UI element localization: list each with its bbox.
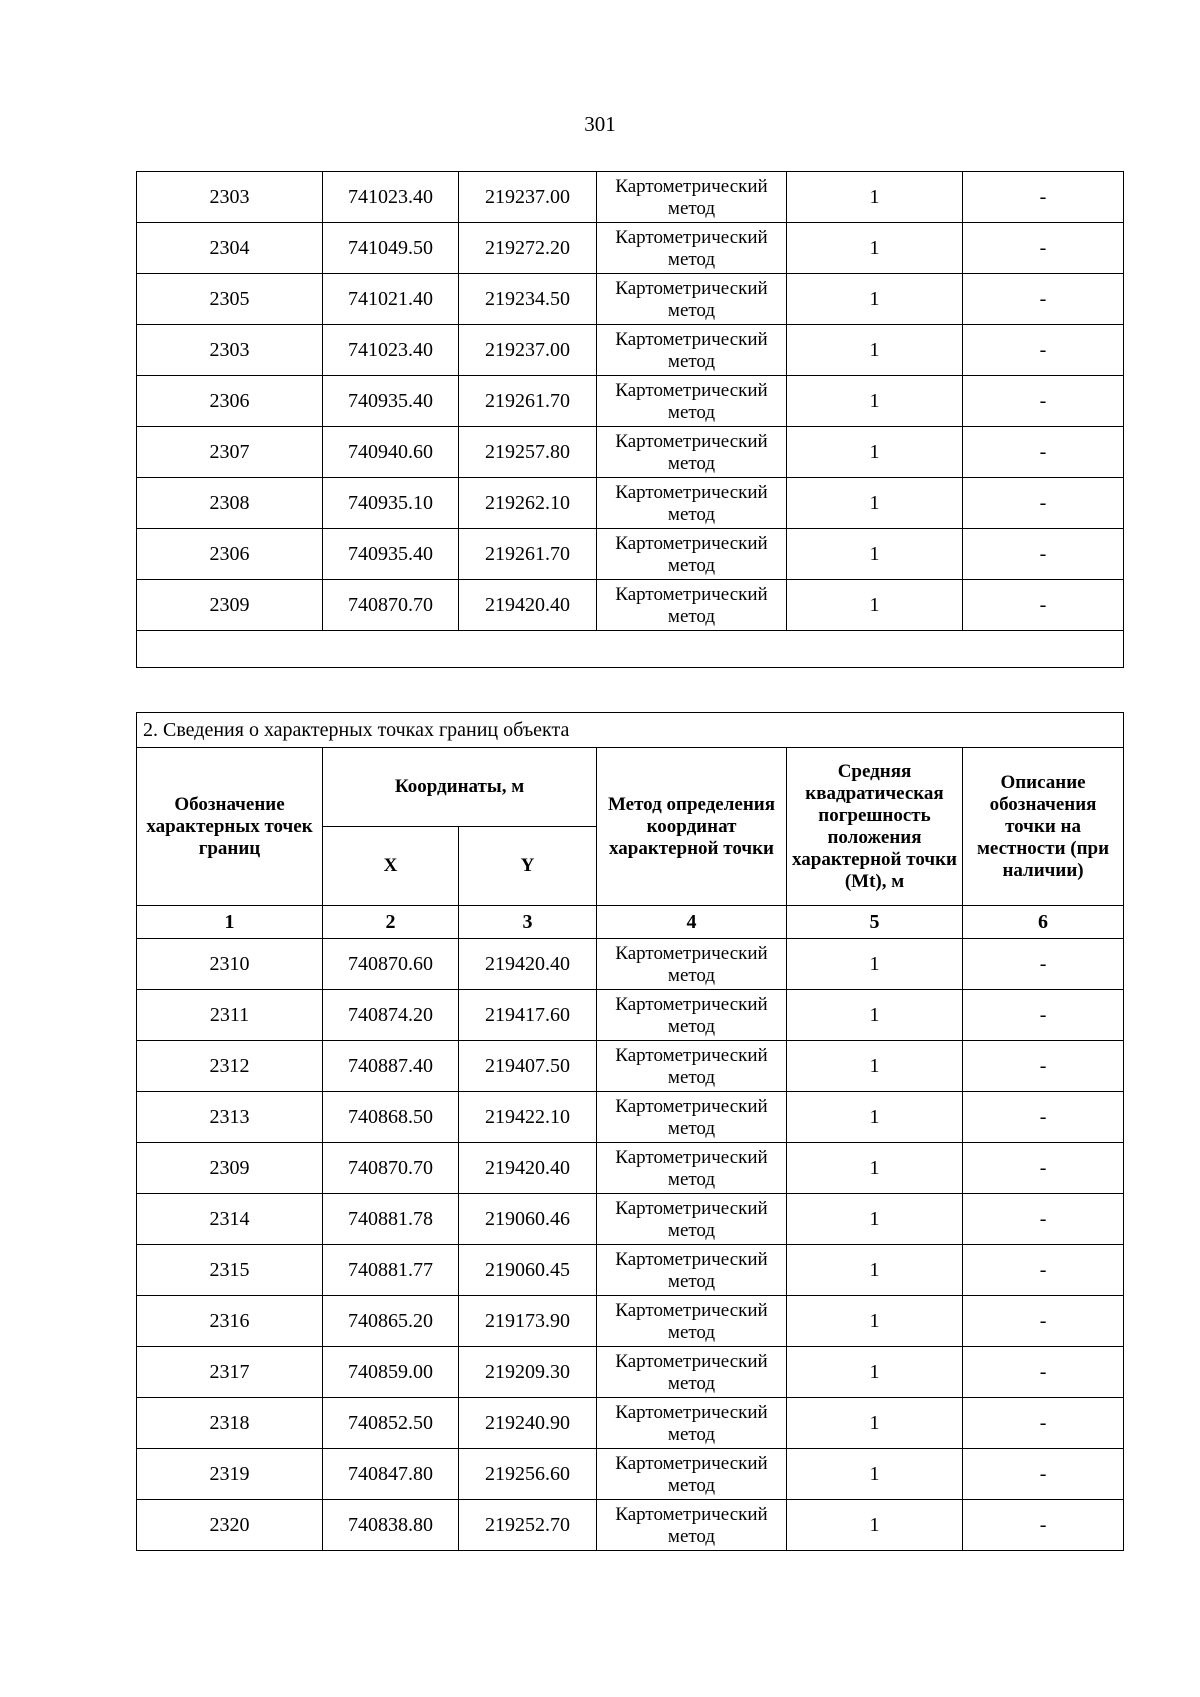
method-line: метод	[667, 1423, 716, 1445]
method-cell	[597, 990, 787, 1041]
method-cell	[597, 1245, 787, 1296]
table-row	[137, 939, 1124, 990]
header-y: Y	[459, 827, 597, 906]
table-row	[137, 529, 1124, 580]
y-coordinate-cell: 219407.50	[459, 1041, 597, 1092]
header-point-designation: Обозначение характерных точек границ	[137, 748, 323, 906]
y-coordinate-cell: 219237.00	[459, 172, 597, 223]
mean-error-cell: 1	[787, 427, 963, 478]
page-number: 301	[584, 112, 616, 136]
x-coordinate-cell: 740935.10	[323, 478, 459, 529]
x-coordinate-cell: 741023.40	[323, 325, 459, 376]
table-row	[137, 990, 1124, 1041]
table-row	[137, 580, 1124, 631]
column-number: 4	[597, 906, 787, 939]
x-coordinate-cell: 740868.50	[323, 1092, 459, 1143]
point-cell: 2316	[137, 1296, 323, 1347]
mean-error-cell: 1	[787, 1398, 963, 1449]
point-cell: 2309	[137, 580, 323, 631]
y-coordinate-cell: 219252.70	[459, 1500, 597, 1551]
y-coordinate-cell: 219422.10	[459, 1092, 597, 1143]
x-coordinate-cell: 740881.77	[323, 1245, 459, 1296]
method-line: метод	[667, 1525, 716, 1547]
method-cell	[597, 1296, 787, 1347]
table-row	[137, 325, 1124, 376]
column-number: 2	[323, 906, 459, 939]
description-cell: -	[963, 939, 1124, 990]
x-coordinate-cell: 741023.40	[323, 172, 459, 223]
method-line: метод	[667, 1066, 716, 1088]
x-coordinate-cell: 740940.60	[323, 427, 459, 478]
mean-error-cell: 1	[787, 478, 963, 529]
table-row	[137, 1143, 1124, 1194]
method-line: метод	[667, 1372, 716, 1394]
y-coordinate-cell: 219261.70	[459, 376, 597, 427]
method-cell	[597, 223, 787, 274]
method-cell	[597, 1398, 787, 1449]
point-cell: 2319	[137, 1449, 323, 1500]
x-coordinate-cell: 740852.50	[323, 1398, 459, 1449]
method-cell	[597, 529, 787, 580]
method-line: Картометрический	[615, 1350, 768, 1372]
table-row	[137, 478, 1124, 529]
point-cell: 2313	[137, 1092, 323, 1143]
y-coordinate-cell: 219256.60	[459, 1449, 597, 1500]
mean-error-cell: 1	[787, 580, 963, 631]
method-line: Картометрический	[615, 1248, 768, 1270]
method-line: Картометрический	[615, 1197, 768, 1219]
table-row	[137, 1500, 1124, 1551]
column-number: 3	[459, 906, 597, 939]
method-line: Картометрический	[615, 379, 768, 401]
header-mean-error: Средняя квадратическая погрешность положения характерной точки (Mt), м	[787, 748, 963, 906]
point-cell: 2306	[137, 529, 323, 580]
coordinates-table-continued	[136, 171, 1124, 668]
point-cell: 2318	[137, 1398, 323, 1449]
point-cell: 2314	[137, 1194, 323, 1245]
point-cell: 2308	[137, 478, 323, 529]
table-row	[137, 223, 1124, 274]
table-row	[137, 1245, 1124, 1296]
x-coordinate-cell: 740874.20	[323, 990, 459, 1041]
description-cell: -	[963, 274, 1124, 325]
method-line: метод	[667, 964, 716, 986]
description-cell: -	[963, 1500, 1124, 1551]
method-line: Картометрический	[615, 1044, 768, 1066]
mean-error-cell: 1	[787, 376, 963, 427]
method-line: метод	[667, 1321, 716, 1343]
description-cell: -	[963, 478, 1124, 529]
method-line: Картометрический	[615, 226, 768, 248]
method-cell	[597, 1347, 787, 1398]
table-row	[137, 427, 1124, 478]
table-row	[137, 376, 1124, 427]
y-coordinate-cell: 219417.60	[459, 990, 597, 1041]
method-line: Картометрический	[615, 328, 768, 350]
method-line: метод	[667, 605, 716, 627]
method-cell	[597, 580, 787, 631]
method-line: Картометрический	[615, 481, 768, 503]
method-line: метод	[667, 299, 716, 321]
method-line: Картометрический	[615, 942, 768, 964]
x-coordinate-cell: 740859.00	[323, 1347, 459, 1398]
description-cell: -	[963, 1398, 1124, 1449]
method-line: Картометрический	[615, 277, 768, 299]
method-line: Картометрический	[615, 583, 768, 605]
x-coordinate-cell: 740865.20	[323, 1296, 459, 1347]
table-row	[137, 1449, 1124, 1500]
method-line: Картометрический	[615, 1146, 768, 1168]
mean-error-cell: 1	[787, 1194, 963, 1245]
mean-error-cell: 1	[787, 1449, 963, 1500]
point-cell: 2317	[137, 1347, 323, 1398]
description-cell: -	[963, 529, 1124, 580]
method-cell	[597, 1500, 787, 1551]
description-cell: -	[963, 1296, 1124, 1347]
x-coordinate-cell: 740870.70	[323, 580, 459, 631]
point-cell: 2320	[137, 1500, 323, 1551]
method-cell	[597, 172, 787, 223]
mean-error-cell: 1	[787, 529, 963, 580]
point-cell: 2309	[137, 1143, 323, 1194]
table-row	[137, 1347, 1124, 1398]
table-row	[137, 1296, 1124, 1347]
method-line: метод	[667, 1117, 716, 1139]
point-cell: 2305	[137, 274, 323, 325]
y-coordinate-cell: 219240.90	[459, 1398, 597, 1449]
description-cell: -	[963, 1041, 1124, 1092]
mean-error-cell: 1	[787, 325, 963, 376]
point-cell: 2310	[137, 939, 323, 990]
point-cell: 2315	[137, 1245, 323, 1296]
method-cell	[597, 1092, 787, 1143]
y-coordinate-cell: 219234.50	[459, 274, 597, 325]
header-coordinates: Координаты, м	[323, 748, 597, 827]
method-cell	[597, 427, 787, 478]
y-coordinate-cell: 219060.46	[459, 1194, 597, 1245]
method-line: Картометрический	[615, 993, 768, 1015]
y-coordinate-cell: 219420.40	[459, 1143, 597, 1194]
x-coordinate-cell: 740935.40	[323, 376, 459, 427]
description-cell: -	[963, 427, 1124, 478]
x-coordinate-cell: 740870.70	[323, 1143, 459, 1194]
method-line: метод	[667, 1219, 716, 1241]
x-coordinate-cell: 740838.80	[323, 1500, 459, 1551]
method-line: метод	[667, 452, 716, 474]
point-cell: 2304	[137, 223, 323, 274]
point-cell: 2303	[137, 172, 323, 223]
method-cell	[597, 1143, 787, 1194]
point-cell: 2312	[137, 1041, 323, 1092]
x-coordinate-cell: 740847.80	[323, 1449, 459, 1500]
description-cell: -	[963, 1143, 1124, 1194]
method-line: метод	[667, 1015, 716, 1037]
x-coordinate-cell: 740887.40	[323, 1041, 459, 1092]
mean-error-cell: 1	[787, 1500, 963, 1551]
empty-cell	[137, 631, 1124, 668]
description-cell: -	[963, 325, 1124, 376]
method-line: метод	[667, 1168, 716, 1190]
method-cell	[597, 1194, 787, 1245]
empty-row	[137, 631, 1124, 668]
method-line: метод	[667, 197, 716, 219]
mean-error-cell: 1	[787, 1041, 963, 1092]
mean-error-cell: 1	[787, 939, 963, 990]
table-row	[137, 1398, 1124, 1449]
method-line: метод	[667, 554, 716, 576]
method-line: Картометрический	[615, 430, 768, 452]
description-cell: -	[963, 172, 1124, 223]
column-numbers-row	[137, 906, 1124, 939]
mean-error-cell: 1	[787, 223, 963, 274]
description-cell: -	[963, 1347, 1124, 1398]
description-cell: -	[963, 1449, 1124, 1500]
y-coordinate-cell: 219420.40	[459, 939, 597, 990]
point-cell: 2311	[137, 990, 323, 1041]
y-coordinate-cell: 219262.10	[459, 478, 597, 529]
table-row	[137, 1092, 1124, 1143]
description-cell: -	[963, 376, 1124, 427]
mean-error-cell: 1	[787, 274, 963, 325]
method-line: метод	[667, 503, 716, 525]
description-cell: -	[963, 1194, 1124, 1245]
method-line: Картометрический	[615, 1452, 768, 1474]
x-coordinate-cell: 741049.50	[323, 223, 459, 274]
mean-error-cell: 1	[787, 172, 963, 223]
x-coordinate-cell: 741021.40	[323, 274, 459, 325]
mean-error-cell: 1	[787, 1143, 963, 1194]
method-cell	[597, 274, 787, 325]
mean-error-cell: 1	[787, 1245, 963, 1296]
y-coordinate-cell: 219257.80	[459, 427, 597, 478]
method-line: Картометрический	[615, 1299, 768, 1321]
method-line: метод	[667, 1474, 716, 1496]
table-row	[137, 274, 1124, 325]
point-cell: 2307	[137, 427, 323, 478]
table-caption: 2. Сведения о характерных точках границ объекта	[137, 713, 1124, 748]
method-cell	[597, 939, 787, 990]
description-cell: -	[963, 1245, 1124, 1296]
column-number: 5	[787, 906, 963, 939]
table-row	[137, 1194, 1124, 1245]
method-cell	[597, 478, 787, 529]
y-coordinate-cell: 219261.70	[459, 529, 597, 580]
mean-error-cell: 1	[787, 990, 963, 1041]
y-coordinate-cell: 219272.20	[459, 223, 597, 274]
y-coordinate-cell: 219237.00	[459, 325, 597, 376]
mean-error-cell: 1	[787, 1092, 963, 1143]
method-line: метод	[667, 401, 716, 423]
method-line: метод	[667, 350, 716, 372]
description-cell: -	[963, 580, 1124, 631]
point-cell: 2303	[137, 325, 323, 376]
x-coordinate-cell: 740881.78	[323, 1194, 459, 1245]
table-row	[137, 172, 1124, 223]
method-cell	[597, 1449, 787, 1500]
description-cell: -	[963, 990, 1124, 1041]
method-line: Картометрический	[615, 532, 768, 554]
method-cell	[597, 1041, 787, 1092]
method-cell	[597, 376, 787, 427]
x-coordinate-cell: 740935.40	[323, 529, 459, 580]
method-line: метод	[667, 1270, 716, 1292]
method-line: Картометрический	[615, 1503, 768, 1525]
x-coordinate-cell: 740870.60	[323, 939, 459, 990]
method-line: Картометрический	[615, 1095, 768, 1117]
header-description: Описание обозначения точки на местности (при наличии)	[963, 748, 1124, 906]
y-coordinate-cell: 219420.40	[459, 580, 597, 631]
y-coordinate-cell: 219209.30	[459, 1347, 597, 1398]
point-cell: 2306	[137, 376, 323, 427]
header-x: X	[323, 827, 459, 906]
y-coordinate-cell: 219060.45	[459, 1245, 597, 1296]
description-cell: -	[963, 223, 1124, 274]
method-line: Картометрический	[615, 175, 768, 197]
boundary-points-table	[136, 712, 1124, 1551]
column-number: 6	[963, 906, 1124, 939]
mean-error-cell: 1	[787, 1347, 963, 1398]
table-row	[137, 1041, 1124, 1092]
header-method: Метод определения координат характерной точки	[597, 748, 787, 906]
mean-error-cell: 1	[787, 1296, 963, 1347]
y-coordinate-cell: 219173.90	[459, 1296, 597, 1347]
method-cell	[597, 325, 787, 376]
description-cell: -	[963, 1092, 1124, 1143]
method-line: метод	[667, 248, 716, 270]
column-number: 1	[137, 906, 323, 939]
method-line: Картометрический	[615, 1401, 768, 1423]
